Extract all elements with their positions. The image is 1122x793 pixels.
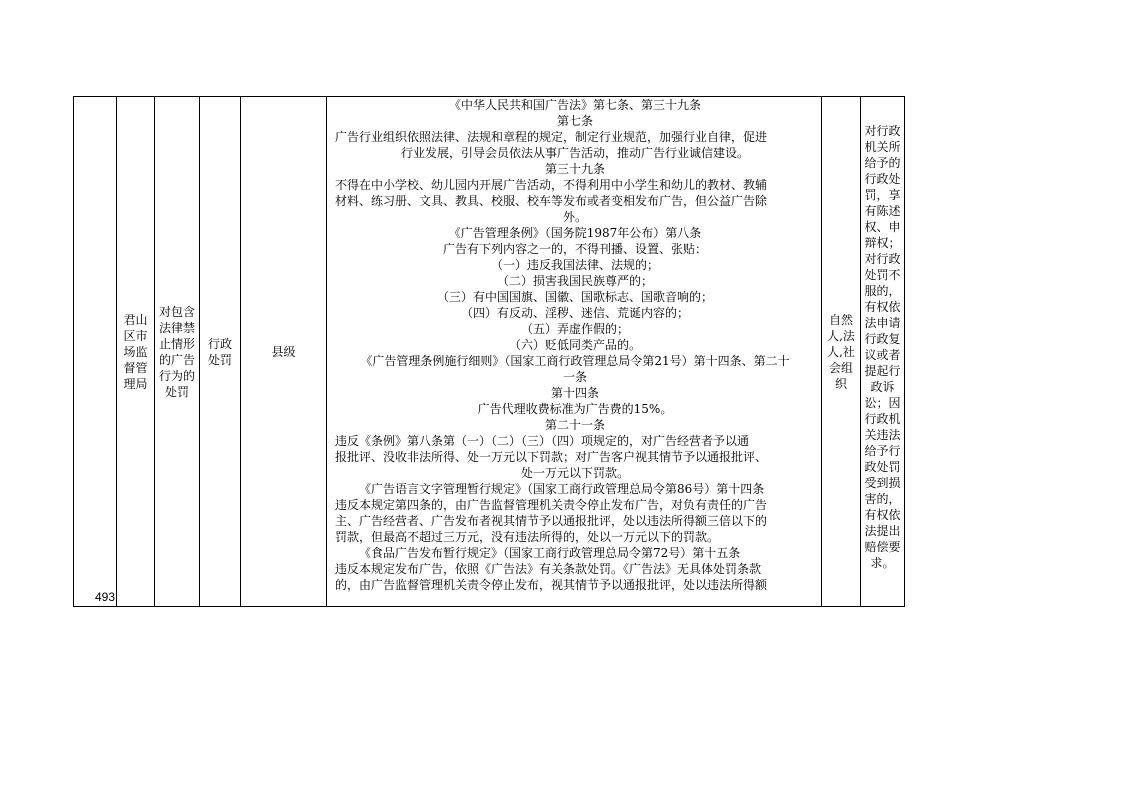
item-name-cell [155, 97, 200, 607]
rights-text: 对行政机关所给予的行政处罚，享有陈述权、申辩权；对行政处罚不服的，有权依法申请行政复议或者提起行政诉讼；因行政机关违法给予行政处罚受到损害的，有权依法提出赔偿要求。 [864, 124, 901, 570]
basis-line: 违反《条例》第八条第（一）（二）（三）（四）项规定的，对广告经营者予以通 [335, 434, 750, 448]
basis-line: （六）贬低同类产品的。 [508, 338, 641, 352]
item-name: 对包含法律禁止情形的广告行为的处罚 [158, 304, 195, 399]
level-cell [241, 97, 327, 607]
basis-line: （五）弄虚作假的； [520, 322, 629, 336]
target-objects: 自然人,法人,社会组织 [827, 312, 855, 391]
basis-line: （一）违反我国法律、法规的； [490, 258, 659, 272]
basis-line: （二）损害我国民族尊严的； [496, 274, 653, 288]
basis-line: 《广告管理条例》（国务院1987年公布）第八条 [448, 226, 702, 240]
legal-basis-cell [327, 97, 822, 607]
basis-line: 《广告管理条例施行细则》（国家工商行政管理总局令第21号）第十四条、第二十 [360, 354, 790, 368]
basis-line: （三）有中国国旗、国徽、国歌标志、国歌音响的； [436, 290, 713, 304]
basis-line: 违反本规定第四条的，由广告监督管理机关责令停止发布广告，对负有责任的广告 [335, 498, 768, 512]
basis-line: 广告有下列内容之一的，不得刊播、设置、张贴： [442, 242, 707, 256]
rights-cell [861, 97, 905, 607]
basis-line: 一条 [562, 370, 587, 384]
row-number: 493 [94, 590, 115, 604]
table-row [74, 97, 905, 607]
power-type-cell [200, 97, 241, 607]
basis-line: 处一万元以下罚款。 [520, 466, 629, 480]
basis-line: 主、广告经营者、广告发布者视其情节予以通报批评，处以违法所得额三倍以下的 [335, 514, 768, 528]
basis-line: 第三十九条 [544, 162, 605, 176]
basis-line: 违反本规定发布广告，依照《广告法》有关条款处罚。《广告法》无具体处罚条款 [335, 562, 762, 576]
basis-line: 罚款，但最高不超过三万元，没有违法所得的，处以一万元以下的罚款。 [335, 530, 720, 544]
basis-line: 《中华人民共和国广告法》第七条、第三十九条 [448, 98, 701, 112]
basis-line: 广告代理收费标准为广告费的15%。 [477, 402, 673, 416]
basis-line: 第二十一条 [544, 418, 605, 432]
basis-line: （四）有反动、淫秽、迷信、荒诞内容的； [460, 306, 689, 320]
basis-line: 的，由广告监督管理机关责令停止发布，视其情节予以通报批评，处以违法所得额 [335, 578, 768, 592]
legal-basis-text [327, 97, 821, 606]
basis-line: 《食品广告发布暂行规定》（国家工商行政管理总局令第72号）第十五条 [359, 546, 741, 560]
basis-line: 第十四条 [550, 386, 599, 400]
basis-line: 广告行业组织依照法律、法规和章程的规定，制定行业规范，加强行业自律，促进 [335, 130, 768, 144]
basis-line: 不得在中小学校、幼儿园内开展广告活动，不得利用中小学生和幼儿的教材、教辅 [335, 178, 768, 192]
basis-line: 材料、练习册、文具、教具、校服、校车等发布或者变相发布广告，但公益广告除 [335, 194, 768, 208]
row-number-cell [74, 97, 117, 607]
basis-line: 报批评、没收非法所得、处一万元以下罚款；对广告客户视其情节予以通报批评、 [335, 450, 768, 464]
power-list-table [73, 96, 905, 607]
basis-line: 外。 [562, 210, 587, 224]
basis-line: 行业发展，引导会员依法从事广告活动，推动广告行业诚信建设。 [400, 146, 749, 160]
power-type: 行政处罚 [207, 336, 232, 367]
basis-line: 第七条 [556, 114, 593, 128]
department-name: 君山区市场监督管理局 [123, 312, 148, 391]
level: 县级 [271, 344, 296, 359]
basis-line: 《广告语言文字管理暂行规定》（国家工商行政管理总局令第86号）第十四条 [359, 482, 765, 496]
target-cell [822, 97, 861, 607]
department-cell [117, 97, 155, 607]
